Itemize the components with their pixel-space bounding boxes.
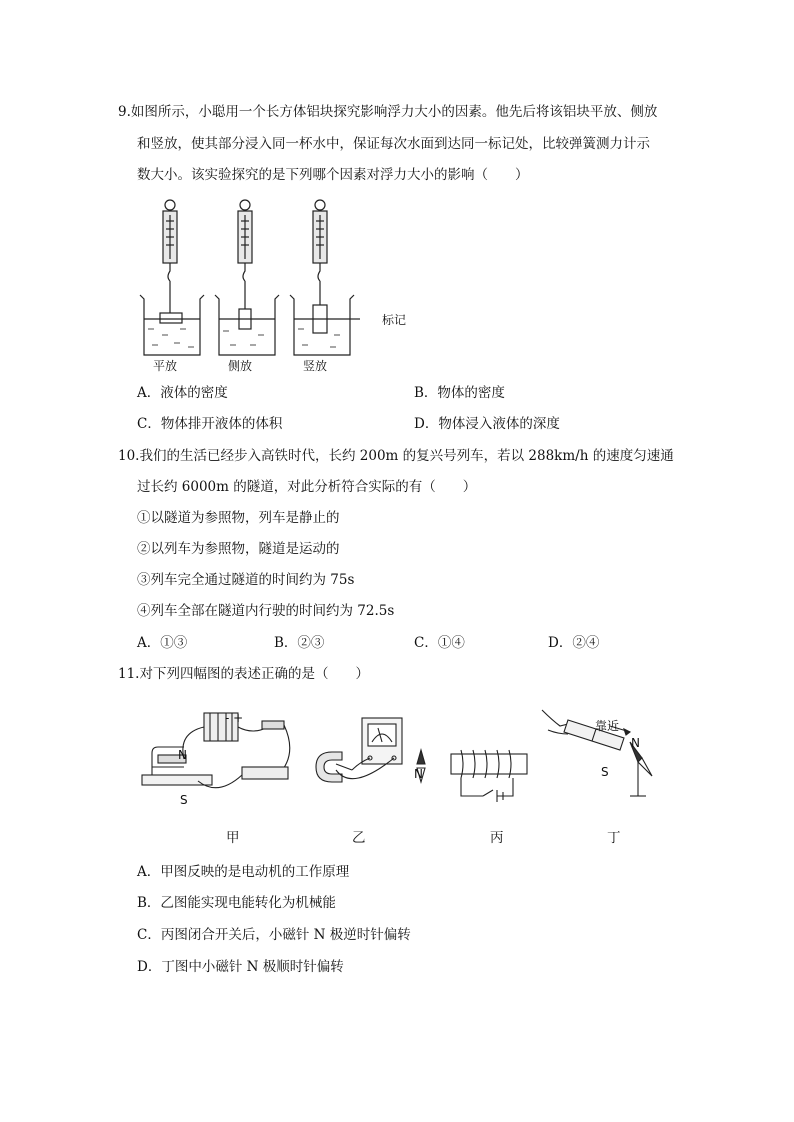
q11-figure-ding — [538, 700, 668, 800]
q9-label-flat: 平放 — [153, 359, 178, 373]
q9-label-side: 侧放 — [228, 359, 253, 373]
q9-label-upright: 竖放 — [303, 359, 328, 373]
q9-stem-line2: 和竖放，使其部分浸入同一杯水中，保证每次水面到达同一标记处，比较弹簧测力计示 — [137, 136, 650, 152]
q11-option-a[interactable]: A．甲图反映的是电动机的工作原理 — [137, 864, 350, 880]
q11-ding-s-label: S — [601, 765, 609, 779]
q9-stem-line1: 9.如图所示，小聪用一个长方体铝块探究影响浮力大小的因素。他先后将该铝块平放、侧放 — [118, 104, 658, 120]
q10-option-b[interactable]: B．②③ — [274, 635, 325, 651]
q11-label-ding: 丁 — [607, 830, 621, 846]
q10-option-d[interactable]: D．②④ — [548, 635, 600, 651]
q9-option-d[interactable]: D．物体浸入液体的深度 — [414, 416, 560, 432]
q9-mark-label: 标记 — [382, 313, 407, 327]
q11-figure-yi — [312, 712, 412, 802]
q9-figure-spring-scales — [130, 195, 390, 375]
q11-ding-n-label: N — [631, 736, 640, 750]
q11-jia-s-label: S — [180, 793, 188, 807]
spring-scale-2 — [238, 200, 252, 329]
q10-statement-4: ④列车全部在隧道内行驶的时间约为 72.5s — [137, 603, 395, 619]
q11-label-bing: 丙 — [490, 830, 504, 846]
q10-stem-line2: 过长约 6000m 的隧道，对此分析符合实际的有（ ） — [137, 479, 477, 495]
q9-option-a[interactable]: A．液体的密度 — [137, 385, 228, 401]
q9-option-c[interactable]: C．物体排开液体的体积 — [137, 416, 283, 432]
q10-stem-line1: 10.我们的生活已经步入高铁时代，长约 200m 的复兴号列车，若以 288km/h 的速度匀速通 — [118, 448, 674, 464]
beaker-1 — [140, 295, 204, 355]
q11-bing-n-label: N — [414, 767, 423, 781]
q9-option-b[interactable]: B．物体的密度 — [414, 385, 505, 401]
q10-statement-2: ②以列车为参照物，隧道是运动的 — [137, 541, 340, 557]
q11-label-jia: 甲 — [226, 830, 240, 846]
spring-scale-3 — [313, 200, 327, 333]
q11-label-yi: 乙 — [352, 830, 366, 846]
q11-jia-battery-mark: - + — [225, 711, 244, 725]
q11-figure-jia — [138, 705, 298, 805]
q9-stem-line3: 数大小。该实验探究的是下列哪个因素对浮力大小的影响（ ） — [137, 167, 529, 183]
spring-scale-1 — [160, 200, 182, 323]
q11-option-c[interactable]: C．丙图闭合开关后，小磁针 N 极逆时针偏转 — [137, 927, 411, 943]
q10-option-c[interactable]: C．①④ — [414, 635, 465, 651]
q11-ding-approach-label: 靠近 — [595, 719, 620, 733]
q10-option-a[interactable]: A．①③ — [137, 635, 188, 651]
q10-statement-1: ①以隧道为参照物，列车是静止的 — [137, 510, 340, 526]
q11-figure-bing — [413, 740, 533, 810]
q11-stem-line1: 11.对下列四幅图的表述正确的是（ ） — [118, 666, 369, 682]
q11-jia-n-label: N — [178, 748, 187, 762]
q10-statement-3: ③列车完全通过隧道的时间约为 75s — [137, 572, 355, 588]
q11-option-b[interactable]: B．乙图能实现电能转化为机械能 — [137, 895, 336, 911]
q11-option-d[interactable]: D．丁图中小磁针 N 极顺时针偏转 — [137, 959, 344, 975]
